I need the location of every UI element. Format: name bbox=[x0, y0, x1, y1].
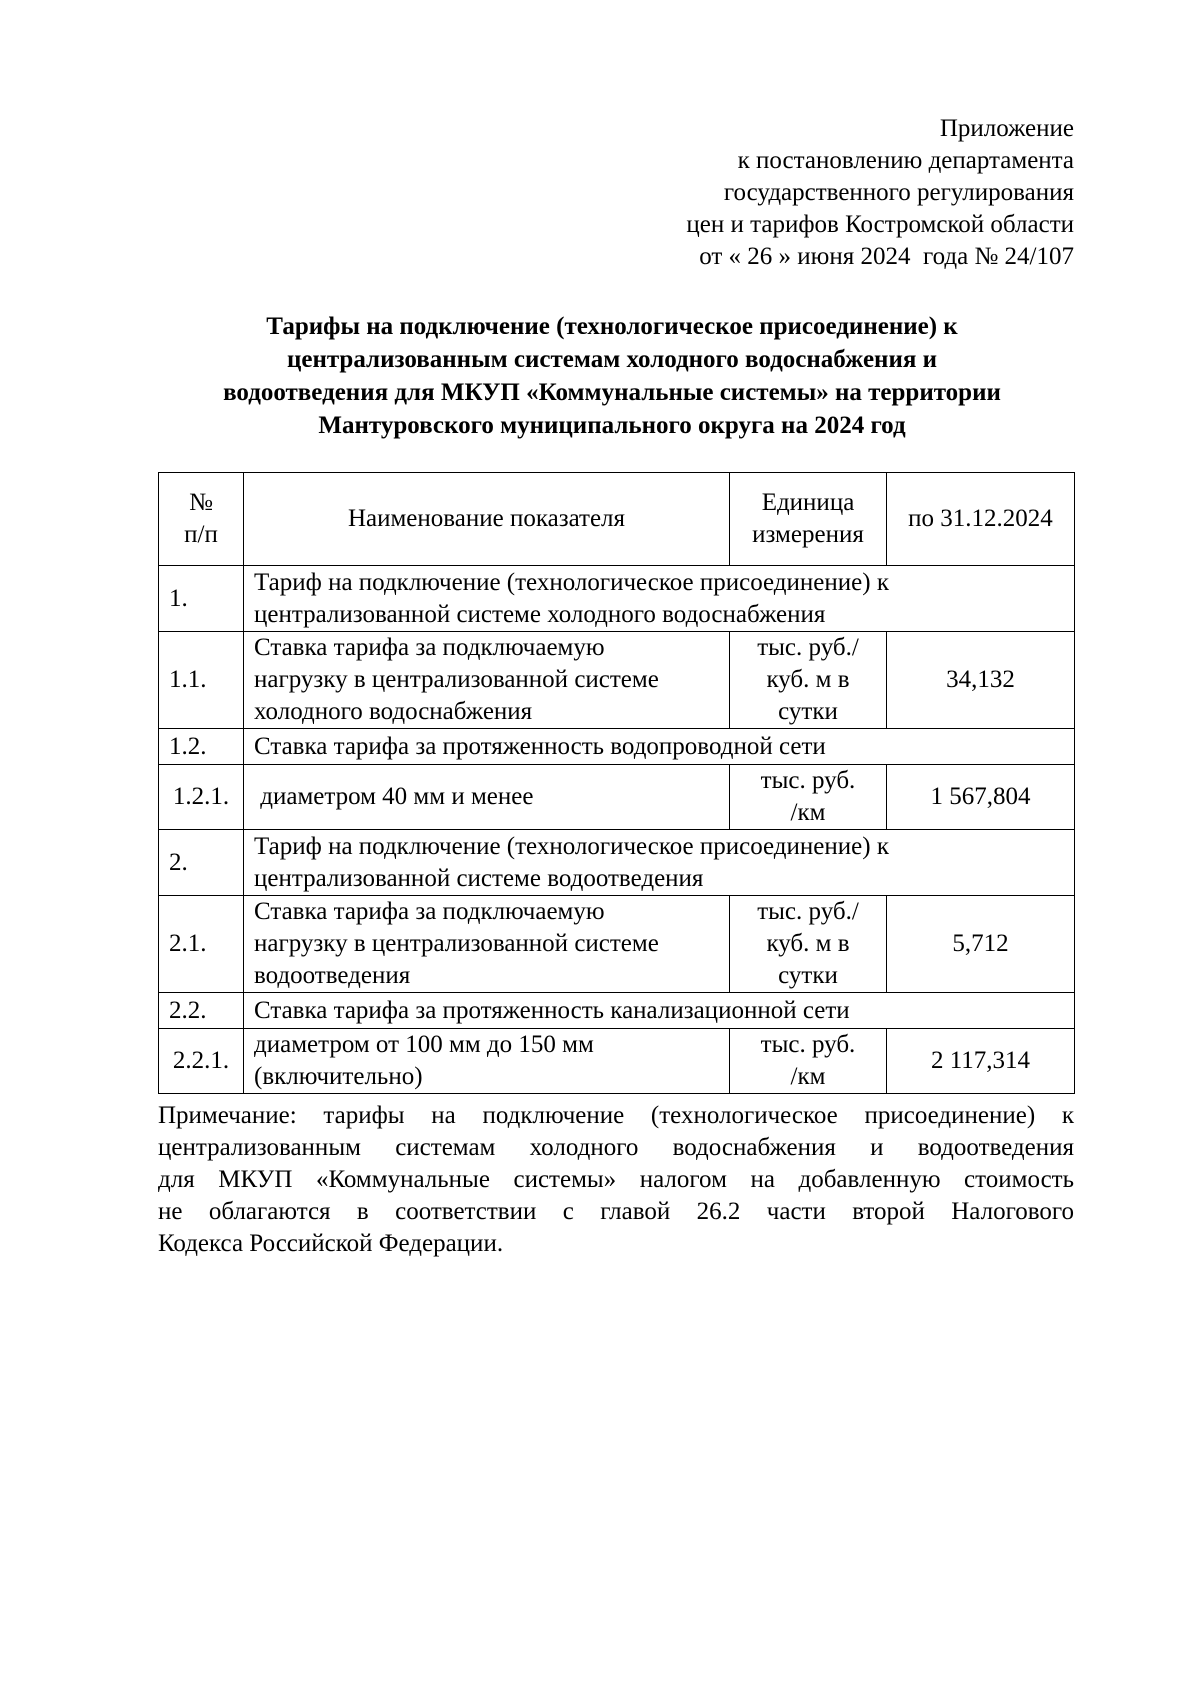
table-row bbox=[159, 765, 1075, 830]
row-unit-line: сутки bbox=[778, 962, 838, 989]
note-paragraph bbox=[158, 1100, 1074, 1260]
row-number: 2. bbox=[159, 830, 244, 896]
appendix-line: Приложение bbox=[939, 115, 1074, 142]
title-line: централизованным системам холодного водоснабжения и bbox=[286, 346, 938, 373]
row-number: 1.2. bbox=[159, 729, 244, 765]
row-section-name bbox=[244, 729, 1075, 765]
row-unit bbox=[730, 1029, 887, 1094]
appendix-line: к постановлению департамента bbox=[737, 147, 1074, 174]
note-line: для МКУП «Коммунальные системы» налогом на добавленную стоимость bbox=[158, 1166, 1074, 1193]
title-line: водоотведения для МКУП «Коммунальные системы» на территории bbox=[223, 379, 1001, 406]
header-number-line: п/п bbox=[184, 521, 218, 548]
row-name-line: централизованной системе холодного водоснабжения bbox=[254, 600, 826, 628]
row-name bbox=[244, 1029, 730, 1094]
row-number: 1.2.1. bbox=[159, 765, 244, 830]
row-name-line: Тариф на подключение (технологическое присоединение) к bbox=[254, 568, 889, 596]
row-name-line: нагрузку в централизованной системе bbox=[254, 930, 659, 957]
row-unit bbox=[730, 632, 887, 729]
row-unit-line: тыс. руб./ bbox=[757, 898, 859, 925]
table-row bbox=[159, 729, 1075, 765]
note-line: централизованным системам холодного водоснабжения и водоотведения bbox=[158, 1134, 1074, 1161]
appendix-line: цен и тарифов Костромской области bbox=[686, 211, 1074, 238]
row-value: 34,132 bbox=[887, 632, 1075, 729]
note-line: Примечание: тарифы на подключение (технологическое присоединение) к bbox=[158, 1102, 1074, 1129]
row-section-name bbox=[244, 830, 1075, 896]
row-name-line: Тариф на подключение (технологическое присоединение) к bbox=[254, 832, 889, 860]
row-section-name bbox=[244, 993, 1075, 1029]
header-unit-line: измерения bbox=[752, 521, 864, 548]
row-name-line: нагрузку в централизованной системе bbox=[254, 666, 659, 693]
row-name-line: Ставка тарифа за протяженность водопроводной сети bbox=[254, 732, 826, 760]
row-unit bbox=[730, 765, 887, 830]
note-line: Кодекса Российской Федерации. bbox=[158, 1230, 504, 1257]
row-name-line: диаметром 40 мм и менее bbox=[254, 783, 534, 810]
row-name bbox=[244, 765, 730, 830]
row-name-line: Ставка тарифа за подключаемую bbox=[254, 634, 605, 661]
row-section-name bbox=[244, 566, 1075, 632]
document-title bbox=[150, 310, 1074, 442]
row-number: 1.1. bbox=[159, 632, 244, 729]
row-name-line: водоотведения bbox=[254, 962, 411, 989]
table-row bbox=[159, 1029, 1075, 1094]
row-name-line: централизованной системе водоотведения bbox=[254, 864, 704, 892]
header-unit-line: Единица bbox=[761, 489, 855, 516]
row-value: 1 567,804 bbox=[887, 765, 1075, 830]
row-number: 1. bbox=[159, 566, 244, 632]
row-unit-line: /км bbox=[790, 799, 826, 826]
row-name-line: Ставка тарифа за протяженность канализационной сети bbox=[254, 996, 850, 1024]
appendix-line: от « 26 » июня 2024 года № 24/107 bbox=[699, 243, 1074, 270]
header-period: по 31.12.2024 bbox=[887, 473, 1075, 566]
title-line: Мантуровского муниципального округа на 2024 год bbox=[318, 412, 906, 439]
row-number: 2.2.1. bbox=[159, 1029, 244, 1094]
row-unit-line: куб. м в bbox=[766, 666, 850, 693]
header-number bbox=[159, 473, 244, 566]
row-number: 2.1. bbox=[159, 896, 244, 993]
appendix-block bbox=[474, 113, 1074, 273]
row-unit-line: тыс. руб./ bbox=[757, 634, 859, 661]
row-value: 5,712 bbox=[887, 896, 1075, 993]
row-unit-line: сутки bbox=[778, 698, 838, 725]
table-header-row bbox=[159, 473, 1075, 566]
row-unit-line: /км bbox=[790, 1063, 826, 1090]
title-line: Тарифы на подключение (технологическое присоединение) к bbox=[266, 313, 958, 340]
row-unit-line: тыс. руб. bbox=[760, 767, 856, 794]
appendix-line: государственного регулирования bbox=[723, 179, 1074, 206]
header-name: Наименование показателя bbox=[244, 473, 730, 566]
row-name-line: (включительно) bbox=[254, 1063, 423, 1090]
row-name bbox=[244, 896, 730, 993]
row-value: 2 117,314 bbox=[887, 1029, 1075, 1094]
row-unit-line: куб. м в bbox=[766, 930, 850, 957]
table-row bbox=[159, 632, 1075, 729]
note-line: не облагаются в соответствии с главой 26.2 части второй Налогового bbox=[158, 1198, 1074, 1225]
row-number: 2.2. bbox=[159, 993, 244, 1029]
table-row bbox=[159, 993, 1075, 1029]
table-row bbox=[159, 896, 1075, 993]
table-row bbox=[159, 830, 1075, 896]
table-row bbox=[159, 566, 1075, 632]
tariffs-table bbox=[158, 472, 1075, 1094]
header-number-line: № bbox=[189, 489, 213, 516]
row-name-line: холодного водоснабжения bbox=[254, 698, 533, 725]
row-unit bbox=[730, 896, 887, 993]
row-unit-line: тыс. руб. bbox=[760, 1031, 856, 1058]
row-name-line: Ставка тарифа за подключаемую bbox=[254, 898, 605, 925]
row-name bbox=[244, 632, 730, 729]
row-name-line: диаметром от 100 мм до 150 мм bbox=[254, 1031, 594, 1058]
header-unit bbox=[730, 473, 887, 566]
